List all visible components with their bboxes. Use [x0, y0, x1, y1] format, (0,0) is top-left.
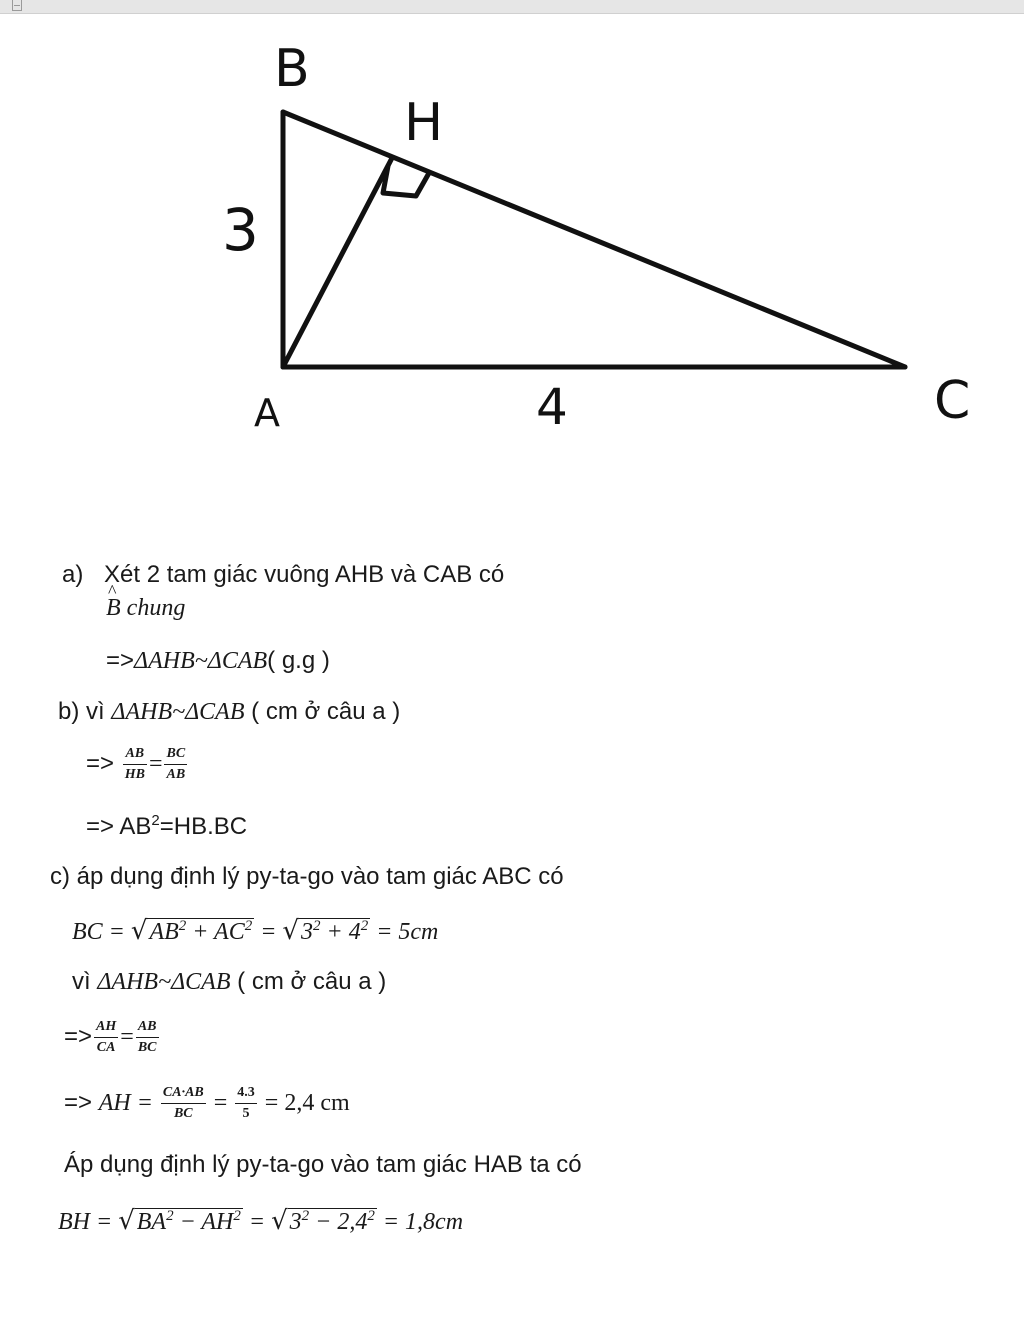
equals: =: [148, 750, 163, 777]
common-word: chung: [120, 595, 186, 621]
label-side-3: 3: [222, 196, 259, 264]
side-bc: [283, 112, 905, 367]
angle-b-hat: ^ B: [106, 596, 121, 620]
fraction-43-5: $\frac{4.3}{5}$: [237, 1085, 255, 1122]
label-b: B: [274, 39, 310, 99]
part-b-intro: [58, 700, 400, 724]
altitude-ah: [283, 158, 392, 367]
fraction-bc-ab: $\frac{BC}{AB}$: [166, 746, 186, 783]
sqrt-ba-ah: $√BA^2 - AH^2$: [118, 1206, 241, 1236]
part-d-intro: Áp dụng định lý py-ta-go vào tam giác HAB ta có: [64, 1151, 582, 1178]
reason: ( cm ở câu a ): [251, 698, 401, 725]
part-c-ratio: [64, 1019, 161, 1056]
fraction-caab-bc: $\frac{CA\cdot AB}{BC}$: [162, 1085, 204, 1122]
equals: =: [120, 1023, 134, 1050]
similar-relation: ΔAHB~ΔCAB: [97, 969, 231, 995]
fraction-ab-hb: $\frac{AB}{HB}$: [124, 746, 145, 783]
bh-result: = 1,8cm: [376, 1209, 464, 1235]
equals: =: [242, 1209, 272, 1235]
ab-text: => AB: [86, 813, 152, 840]
equals: =: [207, 1089, 234, 1116]
arrow: =>: [106, 647, 135, 674]
reason: ( g.g ): [267, 647, 330, 674]
part-b-result: [86, 812, 248, 840]
part-c-intro: c) áp dụng định lý py-ta-go vào tam giác ABC có: [50, 863, 564, 890]
reason: ( cm ở câu a ): [237, 968, 387, 995]
ah-result: = 2,4 cm: [258, 1089, 350, 1116]
sqrt-3-24: $√3^2 - 2,4^2$: [271, 1206, 375, 1236]
triangle-figure: [0, 0, 1024, 460]
bc-result: = 5cm: [370, 919, 439, 945]
label-c: C: [934, 371, 971, 431]
part-d-bh-formula: [58, 1208, 463, 1234]
part-c-bc-formula: [72, 918, 438, 944]
sqrt-3-4: $√3^2 + 4^2$: [282, 916, 369, 946]
part-c-ah-formula: [64, 1085, 350, 1122]
part-a-prefix: a): [62, 561, 84, 588]
part-a-common-angle: [106, 596, 185, 620]
exponent: 2: [151, 812, 160, 829]
part-b-ratio: [86, 746, 189, 783]
bh-lhs: BH =: [58, 1209, 119, 1235]
part-a-intro: [62, 563, 504, 587]
ah-lhs: AH =: [98, 1089, 159, 1116]
hb-bc-text: =HB.BC: [159, 813, 248, 840]
fraction-ah-ca: $\frac{AH}{CA}$: [96, 1019, 117, 1056]
part-c-similar: [72, 970, 386, 994]
part-a-conclusion: [106, 649, 330, 673]
label-a: A: [254, 391, 280, 435]
arrow: =>: [86, 749, 115, 777]
similar-relation: ΔAHB~ΔCAB: [134, 648, 268, 674]
fraction-ab-bc: $\frac{AB}{BC}$: [137, 1019, 157, 1056]
sqrt-ab-ac: $√AB^2 + AC^2$: [130, 916, 253, 946]
vi-word: vì: [72, 968, 91, 995]
equals: =: [254, 919, 283, 945]
arrow: =>: [64, 1088, 93, 1116]
part-b-prefix: b) vì: [58, 698, 105, 725]
label-h: H: [404, 93, 444, 153]
arrow: =>: [64, 1022, 93, 1050]
label-side-4: 4: [536, 378, 568, 436]
similar-relation: ΔAHB~ΔCAB: [111, 699, 245, 725]
part-a-text: Xét 2 tam giác vuông AHB và CAB có: [104, 561, 505, 588]
bc-lhs: BC =: [72, 919, 131, 945]
